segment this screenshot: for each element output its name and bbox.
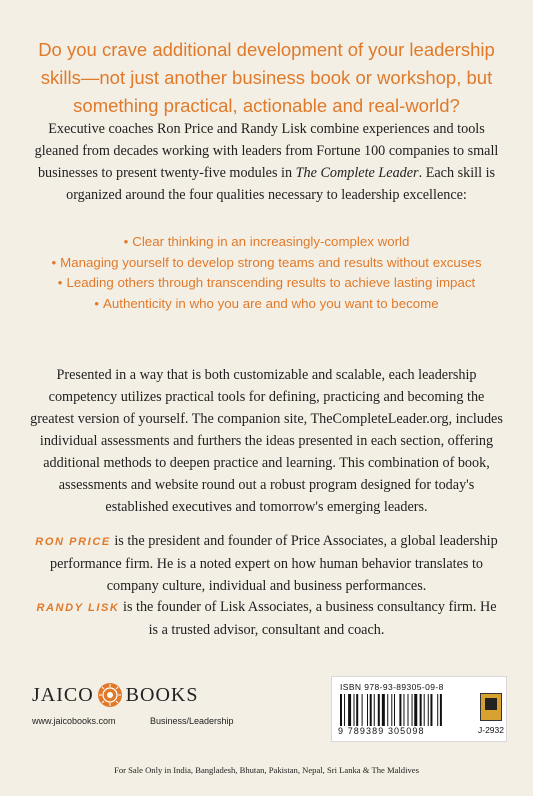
intro-text-end: . Each skill is organized around the four qualities necessary to leadership excellence: [66,165,496,203]
barcode-box [331,676,507,742]
isbn-label: ISBN 978-93-89305-09-8 [340,682,444,692]
sun-logo-icon [97,682,123,708]
quality-text: Managing yourself to develop strong teams and results without excuses [60,254,482,270]
quality-text: Clear thinking in an increasingly-complex world [132,234,410,249]
quality-text: Authenticity in who you are and who you want to become [103,295,439,311]
author-name: RANDY LISK [36,602,120,614]
book-title: The Complete Leader [295,165,419,181]
bullet-icon: • [94,295,100,311]
publisher-name-right: BOOKS [125,683,199,706]
publisher-seal-icon [480,693,502,721]
author-bio-randy [30,596,503,641]
publisher-website: www.jaicobooks.com [32,716,116,726]
author-bio-text: is the founder of Lisk Associates, a business consultancy firm. He is a trusted advisor, consultant and coach. [119,599,497,638]
headline: Do you crave additional development of your leadership skills—not just another business book or workshop, but something practical, actionable and real-world? [38,39,495,116]
body-paragraph: Presented in a way that is both customizable and scalable, each leadership competency utilizes practical tools for defining, practicing and becoming the greatest version of yourself. The companion site, TheCompleteLeader.org, includes individual assessments and furthers the ideas presented in each section, offering additional methods to deepen practice and learning. This combination of book, assessments and website round out a robust program designed for today's established executives and tomorrow's emerging leaders. [30,367,503,515]
bullet-icon: • [51,254,57,270]
quality-text: Leading others through transcending results to achieve lasting impact [66,275,476,290]
quality-item [30,253,503,274]
quality-item [30,273,503,294]
quality-item [30,294,503,315]
sales-territory-note: For Sale Only in India, Bangladesh, Bhutan, Pakistan, Nepal, Sri Lanka & The Maldives [114,765,419,775]
intro-text-start: Executive coaches Ron Price and Randy Lisk combine experiences and tools gleaned from decades working with leaders from Fortune 100 companies to small businesses to present twenty-five modules in [34,121,499,181]
book-category: Business/Leadership [150,716,234,726]
quality-item [30,232,503,253]
bullet-icon: • [123,234,129,249]
author-name: RON PRICE [35,536,111,548]
author-bio-ron [30,530,503,597]
bullet-icon: • [57,275,63,290]
qualities-list [30,232,503,314]
author-bio-text: is the president and founder of Price Associates, a global leadership performance firm. He is a noted expert on how human behavior translates to company culture, individual and business performances. [50,533,498,594]
barcode-digits: 9 789389 305098 [338,726,425,736]
book-code: J-2932 [478,725,504,735]
publisher-name-left: JAICO [32,683,94,706]
publisher-logo [32,682,198,708]
barcode-icon [340,694,474,726]
intro-paragraph [30,118,503,206]
